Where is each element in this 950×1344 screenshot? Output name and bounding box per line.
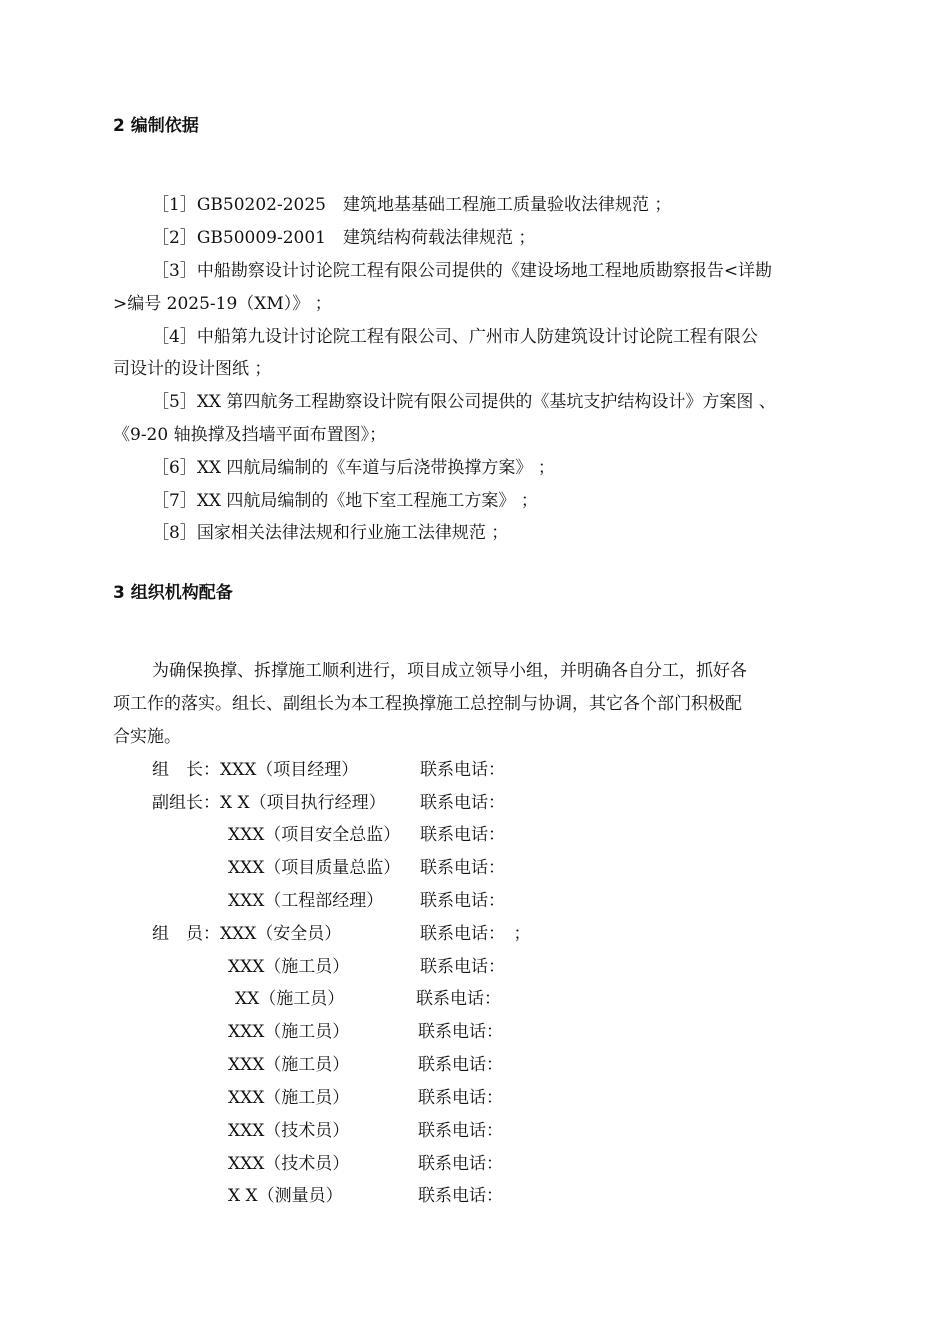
member-role: XXX（施工员） (228, 1055, 350, 1075)
section-2-heading: 2 编制依据 (113, 116, 199, 136)
member-role: 组 员：XXX（安全员） (152, 924, 342, 944)
reference-4-continued: 司设计的设计图纸 ； (113, 359, 272, 379)
member-role: XXX（项目质量总监） (228, 858, 401, 878)
member-role: XXX（工程部经理） (228, 891, 384, 911)
reference-4: ［4］中船第九设计讨论院工程有限公司、广州市人防建筑设计讨论院工程有限公 (152, 327, 758, 347)
member-phone-label: 联系电话： (418, 1022, 503, 1042)
member-phone-label: 联系电话： (418, 1154, 503, 1174)
member-role: XXX（项目安全总监） (228, 825, 401, 845)
member-role: XXX（施工员） (228, 957, 350, 977)
member-role: XXX（技术员） (228, 1121, 350, 1141)
member-phone-label: 联系电话： (418, 1121, 503, 1141)
member-phone-label: 联系电话： (420, 793, 505, 813)
reference-8: ［8］国家相关法律法规和行业施工法律规范 ； (152, 523, 509, 543)
member-role: 副组长：X X（项目执行经理） (152, 793, 386, 813)
member-phone-label: 联系电话： (418, 1055, 503, 1075)
reference-2: ［2］GB50009-2001 建筑结构荷载法律规范 ； (152, 228, 536, 248)
reference-1: ［1］GB50202-2025 建筑地基基础工程施工质量验收法律规范 ； (152, 195, 672, 215)
member-phone-label: 联系电话： (418, 1088, 503, 1108)
reference-6: ［6］XX 四航局编制的《车道与后浇带换撑方案》 ； (152, 458, 555, 478)
member-phone-label: 联系电话： ； (420, 924, 531, 944)
section-3-heading: 3 组织机构配备 (113, 583, 233, 603)
reference-5-continued: 《9-20 轴换撑及挡墙平面布置图》； (113, 425, 387, 445)
member-role: XXX（施工员） (228, 1088, 350, 1108)
reference-7: ［7］XX 四航局编制的《地下室工程施工方案》 ； (152, 491, 538, 511)
member-phone-label: 联系电话： (416, 989, 501, 1009)
reference-3-continued: >编号 2025-19（XM）》 ； (113, 294, 332, 314)
member-phone-label: 联系电话： (420, 858, 505, 878)
member-phone-label: 联系电话： (418, 1186, 503, 1206)
member-phone-label: 联系电话： (420, 957, 505, 977)
member-role: XXX（技术员） (228, 1154, 350, 1174)
member-role: X X（测量员） (228, 1186, 343, 1206)
paragraph-line-1: 为确保换撑、拆撑施工顺利进行，项目成立领导小组，并明确各自分工，抓好各 (152, 661, 747, 681)
member-phone-label: 联系电话： (420, 825, 505, 845)
reference-5: ［5］XX 第四航务工程勘察设计院有限公司提供的《基坑支护结构设计》方案图 、 (152, 392, 776, 412)
member-phone-label: 联系电话： (420, 760, 505, 780)
paragraph-line-2: 项工作的落实。组长、副组长为本工程换撑施工总控制与协调，其它各个部门积极配 (113, 694, 742, 714)
reference-3: ［3］中船勘察设计讨论院工程有限公司提供的《建设场地工程地质勘察报告<详勘 (152, 261, 773, 281)
paragraph-line-3: 合实施。 (113, 727, 181, 747)
member-role: XX（施工员） (235, 989, 345, 1009)
member-phone-label: 联系电话： (420, 891, 505, 911)
member-role: XXX（施工员） (228, 1022, 350, 1042)
member-role: 组 长：XXX（项目经理） (152, 760, 359, 780)
